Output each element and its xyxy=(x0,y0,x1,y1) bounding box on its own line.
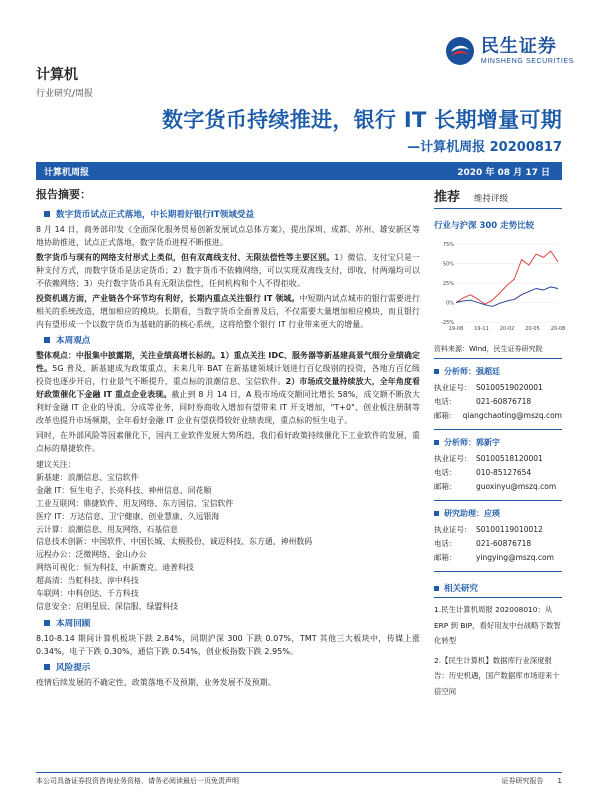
bullet-text: 数字货币试点正式落地，中长期看好银行IT领域受益 xyxy=(56,210,255,220)
analyst-block xyxy=(434,366,562,430)
bullet-risk xyxy=(44,661,420,673)
bullet-weekly-view xyxy=(44,334,420,346)
recommendation-list xyxy=(36,459,420,614)
bullet-text: 本周观点 xyxy=(56,336,91,346)
series-line-1 xyxy=(456,287,558,307)
list-item: 建议关注： xyxy=(36,460,76,469)
list-item: 信息安全：启明星辰、深信服、绿盟科技 xyxy=(36,601,179,611)
analyst-name: 分析师：郭新宇 xyxy=(434,437,562,448)
trend-chart xyxy=(434,238,566,336)
square-bullet-icon xyxy=(434,440,439,445)
list-item: 医疗 IT：万达信息、卫宁健康、创业慧康、久远银海 xyxy=(36,511,220,521)
analyst-phone: 电话： 010-85127654 xyxy=(434,468,532,477)
x-tick-label: 19-08 xyxy=(448,326,464,332)
industry-label: 计算机 xyxy=(36,67,78,83)
sidebar-column xyxy=(434,186,566,699)
x-tick-label: 20-05 xyxy=(525,326,540,332)
bar-series-label: 计算机周报 xyxy=(44,168,90,178)
y-tick-label: 25% xyxy=(442,281,454,287)
rating-row xyxy=(434,186,562,209)
summary-column xyxy=(36,186,420,691)
square-bullet-icon xyxy=(44,337,50,343)
analyst-block xyxy=(434,508,562,572)
bullet-text: 风险提示 xyxy=(56,662,91,673)
footer-right xyxy=(502,776,562,786)
square-bullet-icon xyxy=(44,211,50,217)
square-bullet-icon xyxy=(44,620,50,626)
y-tick-label: 75% xyxy=(442,242,454,248)
analyst-license: 执业证号： S0100119010012 xyxy=(434,525,543,534)
square-bullet-icon xyxy=(434,586,439,591)
disclaimer-text: 本公司具备证券投资咨询业务资格，请务必阅读最后一页免责声明 xyxy=(36,777,239,785)
paragraph: 8.10-8.14 期间计算机板块下跌 2.84%，同期沪深 300 下跌 0.07%，TMT 其他三大板块中，传媒上涨 0.34%，电子下跌 0.30%，通信下跌 0.54%，创业板指数下跌 2.95%。 xyxy=(36,633,420,656)
bullet-text: 本周回顾 xyxy=(56,618,91,629)
report-subtitle: —计算机周报 20200817 xyxy=(407,140,562,155)
paragraph: 8 月 14 日，商务部印发《全面深化服务贸易创新发展试点总体方案》，提出深圳、成都、苏州、雄安新区等地协助推进，试点正式落地，数字货币进程不断推进。 xyxy=(36,225,420,247)
y-tick-label: 50% xyxy=(442,261,454,268)
list-item: 信息技术创新：中国软件、中国长城、太极股份、诚迈科技、东方通、神州数码 xyxy=(36,537,313,547)
analyst-email[interactable]: 邮箱： guoxinyu@mszq.com xyxy=(434,482,557,491)
analyst-phone: 电话： 021-60876718 xyxy=(434,397,532,406)
analyst-license: 执业证号： S0100518120001 xyxy=(434,454,543,463)
analyst-license: 执业证号： S0100519020001 xyxy=(434,383,543,392)
page-footer xyxy=(36,772,562,786)
paragraph: 同时，在外部风险等因素催化下，国内工业软件发展大势所趋，我们看好政策持续催化下工业软件的发展，重点标的鼎捷软件。 xyxy=(36,431,420,453)
list-item: 车联网：中科创达、千方科技 xyxy=(36,589,139,599)
y-tick-label: -25% xyxy=(441,320,454,326)
analyst-email[interactable]: 邮箱： yingying@mszq.com xyxy=(434,553,554,562)
chart-title: 行业与沪深 300 走势比较 xyxy=(434,221,535,231)
list-item: 金融 IT：恒生电子、长亮科技、神州信息、同花顺 xyxy=(36,485,212,495)
related-research-item[interactable]: 2.【民生计算机】数据库行业深度报告：历史机遇，国产数据库市场迎来十倍空间 xyxy=(434,655,560,696)
analyst-name: 研究助理：应瑛 xyxy=(434,508,562,519)
y-tick-label: 0% xyxy=(446,300,454,307)
analyst-email[interactable]: 邮箱： qiangchaoting@mszq.com xyxy=(434,411,562,420)
report-title: 数字货币持续推进，银行 IT 长期增量可期 xyxy=(161,108,562,132)
x-tick-label: 20-08 xyxy=(550,326,566,332)
list-item: 工业互联网：鼎捷软件、用友网络、东方国信、宝信软件 xyxy=(36,498,234,508)
header-bar xyxy=(36,162,562,180)
related-research-item[interactable]: 1.民生计算机周报 202008010：从 ERP 到 BIP，看好用友中台战略下数智化转型 xyxy=(434,605,561,645)
x-tick-label: 20-02 xyxy=(499,326,515,332)
paragraph: 整体观点：中报集中披露期，关注业绩高增长标的。1）重点关注 IDC、服务器等新基建高景气细分业绩确定性。5G 普及、新基建成为政策重点，未来几年 BAT 在新基建领域计划进行百亿级别的投资，各地方百亿级投资也逐步开启，行业景气不断提升，重点标的浪潮信息、宝信软件。2）市场成交量持续放大，全年角度看好政策催化下金融 IT 重点企业表现。截止到 8 月 14 日，A 股市场成交额同比增长 58%，成交额不断放大利好金融 IT 企业的导流、分成等业务，同时券商收入增加有望带来 IT 开支增加，"T+0"、创业板注册制等改革也提升市场频期，全年看好金融 IT 企业有望获得较好业绩表现，重点标的恒生电子。 xyxy=(36,351,420,425)
bullet-weekly-review xyxy=(44,617,420,629)
x-tick-label: 19-11 xyxy=(474,326,489,332)
square-bullet-icon xyxy=(434,369,439,374)
analyst-phone: 电话： 021-60876718 xyxy=(434,539,532,548)
logo-en-text: MINSHENG SECURITIES xyxy=(480,57,574,65)
list-item: 超高清：当虹科技、淳中科技 xyxy=(36,576,139,586)
list-item: 云计算：浪潮信息、用友网络、石基信息 xyxy=(36,524,179,534)
report-header xyxy=(0,0,600,185)
square-bullet-icon xyxy=(434,511,439,516)
related-research-title: 相关研究 xyxy=(434,582,562,598)
paragraph: 数字货币与现有的网络支付形式上类似，但有双离线支付、无限法偿性等主要区别。1）微信、支付宝只是一种支付方式，而数字货币是法定货币；2）数字货币不依赖网络，可以实现双离线支付，即收、付两端均可以不依赖网络；3）央行数字货币具有无限法偿性，任何机构和个人不得拒收。 xyxy=(36,253,420,288)
analyst-name: 分析师：强超廷 xyxy=(434,366,562,377)
bar-date: 2020 年 08 月 17 日 xyxy=(457,168,550,178)
logo-cn-text: 民生证券 xyxy=(480,35,557,57)
company-logo xyxy=(445,36,574,66)
paragraph: 投资机遇方面，产业链各个环节均有利好，长期内重点关注银行 IT 领域。中短期内试点城市的银行需要进行相关的系统改造，增加相应的模块。长期看，当数字货币全面普及后，不仅需要大量增加相应模块，而且银行内有望形成一个以数字货币为基础的新的核心系统，这将给整个银行 IT 行业带来更大的增量。 xyxy=(36,294,420,329)
list-item: 网络可视化：恒为科技、中新赛克、迪普科技 xyxy=(36,563,194,573)
report-type-label: 行业研究/周报 xyxy=(36,89,94,99)
page-number: 1 xyxy=(557,777,562,785)
footer-report-label: 证券研究报告 xyxy=(501,777,544,785)
summary-title: 报告摘要： xyxy=(36,188,91,201)
analyst-block xyxy=(434,437,562,501)
list-item: 新基建：浪潮信息、宝信软件 xyxy=(36,472,139,482)
logo-mark-icon xyxy=(445,36,475,66)
paragraph: 疫情后续发展的不确定性，政策落地不及预期，业务发展不及预期。 xyxy=(36,677,276,687)
chart-source: 资料来源：Wind，民生证券研究院 xyxy=(434,344,562,359)
rating-label: 推荐 xyxy=(434,190,461,205)
rating-value: 维持评级 xyxy=(474,194,509,204)
bullet-digital-currency xyxy=(44,208,420,220)
series-line-0 xyxy=(456,251,558,304)
list-item: 远程办公：泛微网络、金山办公 xyxy=(36,550,147,560)
square-bullet-icon xyxy=(44,664,50,670)
